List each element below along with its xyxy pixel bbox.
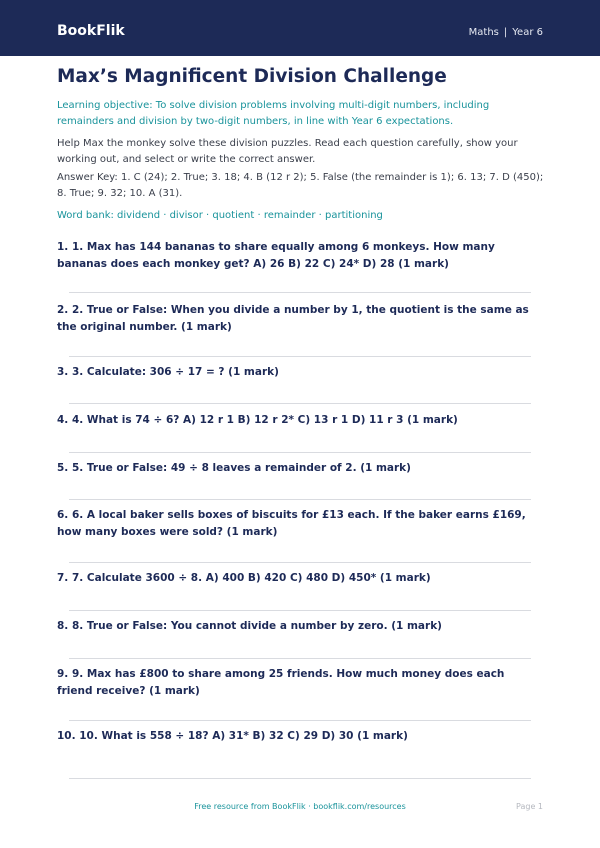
question-1: 1. 1. Max has 144 bananas to share equally among 6 monkeys. How many bananas does each monkey get? A) 26 B) 22 C) 24* D) 28 (1 mark) bbox=[57, 241, 495, 270]
answer-line bbox=[69, 356, 531, 357]
subject-year-label bbox=[469, 27, 543, 38]
header-bar bbox=[0, 0, 600, 56]
question-3: 3. 3. Calculate: 306 ÷ 17 = ? (1 mark) bbox=[57, 366, 279, 378]
question-10: 10. 10. What is 558 ÷ 18? A) 31* B) 32 C) 29 D) 30 (1 mark) bbox=[57, 730, 408, 742]
question-6: 6. 6. A local baker sells boxes of biscuits for £13 each. If the baker earns £169, how many boxes were sold? (1 mark) bbox=[57, 509, 526, 538]
answer-line bbox=[69, 403, 531, 404]
separator: | bbox=[503, 27, 508, 38]
learning-objective: Learning objective: To solve division problems involving multi-digit numbers, including remainders and division by two-digit numbers, in line with Year 6 expectations. bbox=[57, 100, 490, 127]
answer-line bbox=[69, 292, 531, 293]
footer-text: Free resource from BookFlik · bookflik.com/resources bbox=[194, 802, 406, 811]
question-8: 8. 8. True or False: You cannot divide a number by zero. (1 mark) bbox=[57, 620, 442, 632]
question-2: 2. 2. True or False: When you divide a number by 1, the quotient is the same as the original number. (1 mark) bbox=[57, 304, 529, 333]
worksheet-title: Max’s Magnificent Division Challenge bbox=[57, 66, 447, 87]
footer-divider bbox=[69, 778, 531, 779]
question-5: 5. 5. True or False: 49 ÷ 8 leaves a remainder of 2. (1 mark) bbox=[57, 462, 411, 474]
answer-line bbox=[69, 499, 531, 500]
answer-line bbox=[69, 610, 531, 611]
word-bank: Word bank: dividend · divisor · quotient · remainder · partitioning bbox=[57, 210, 383, 221]
page-number: Page 1 bbox=[516, 802, 543, 811]
answer-line bbox=[69, 658, 531, 659]
question-4: 4. 4. What is 74 ÷ 6? A) 12 r 1 B) 12 r 2* C) 13 r 1 D) 11 r 3 (1 mark) bbox=[57, 414, 458, 426]
subject-label: Maths bbox=[468, 27, 499, 38]
instructions: Help Max the monkey solve these division puzzles. Read each question carefully, show your working out, and select or write the correct answer. bbox=[57, 138, 518, 165]
answer-line bbox=[69, 562, 531, 563]
brand-logo-text: BookFlik bbox=[57, 23, 125, 39]
year-label: Year 6 bbox=[512, 27, 543, 38]
answer-key: Answer Key: 1. C (24); 2. True; 3. 18; 4. B (12 r 2); 5. False (the remainder is 1); 6. 13; 7. D (450); 8. True; 9. 32; 10. A (31). bbox=[57, 172, 544, 199]
question-9: 9. 9. Max has £800 to share among 25 friends. How much money does each friend receive? (1 mark) bbox=[57, 668, 505, 697]
answer-line bbox=[69, 720, 531, 721]
question-7: 7. 7. Calculate 3600 ÷ 8. A) 400 B) 420 C) 480 D) 450* (1 mark) bbox=[57, 572, 431, 584]
answer-line bbox=[69, 452, 531, 453]
